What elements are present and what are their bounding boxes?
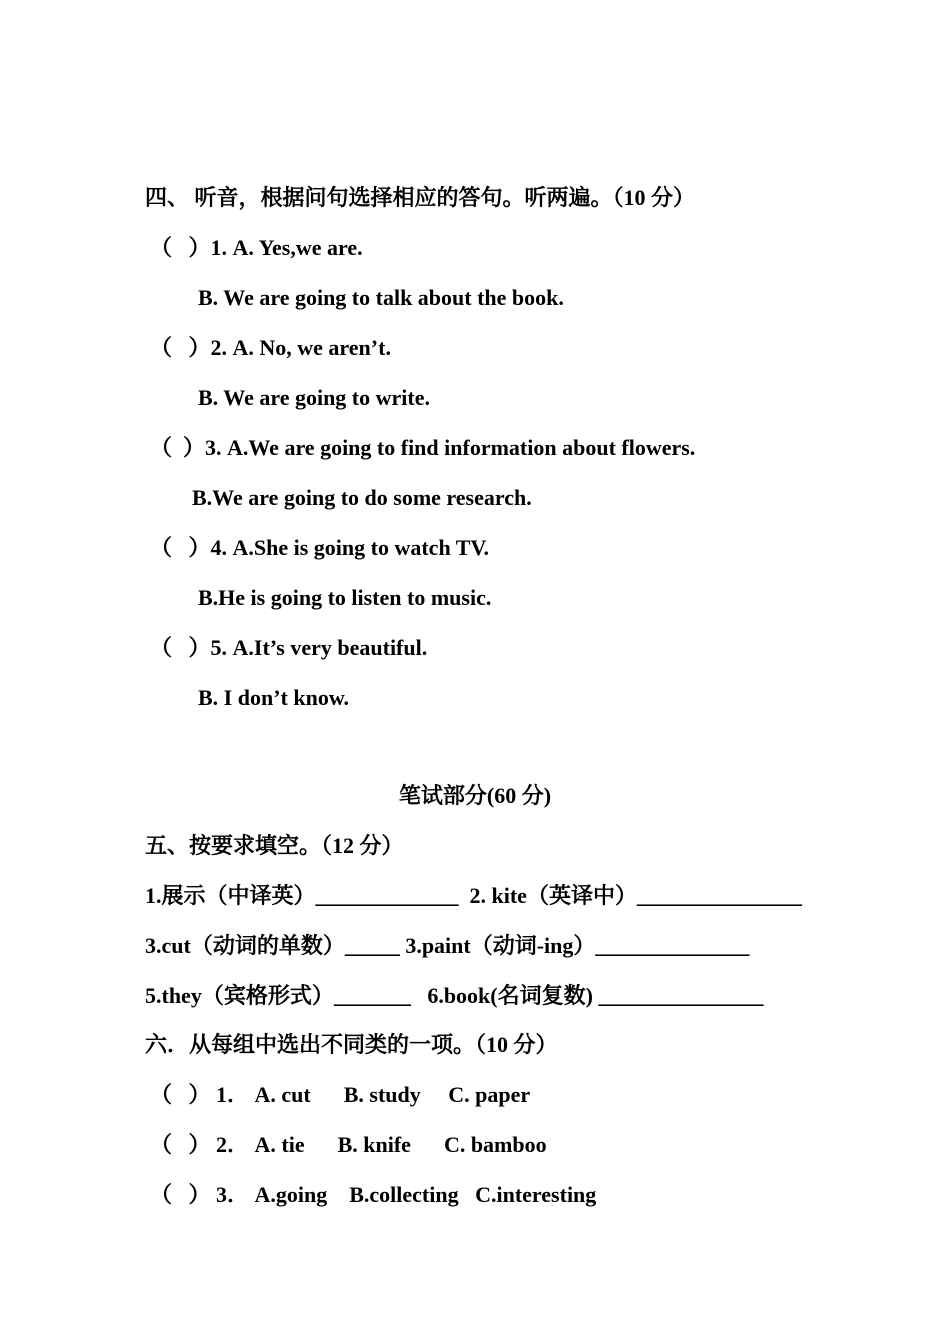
section4-heading: 四、 听音，根据问句选择相应的答句。听两遍。（10 分）	[145, 185, 696, 210]
question-2-option-a: （ ）2. A. No, we aren’t.	[150, 335, 391, 360]
question-4-option-a: （ ）4. A.She is going to watch TV.	[150, 535, 490, 560]
section6-item-1: （ ） 1． A. cut B. study C. paper	[150, 1082, 531, 1107]
question-5-option-b: B. I don’t know.	[198, 685, 350, 710]
section6-item-2: （ ） 2． A. tie B. knife C. bamboo	[150, 1132, 547, 1157]
section6-item-3: （ ） 3． A.going B.collecting C.interesting	[150, 1182, 597, 1207]
question-4-option-b: B.He is going to listen to music.	[198, 585, 492, 610]
written-part-title: 笔试部分(60 分)	[398, 783, 552, 808]
section5-heading: 五、按要求填空。（12 分）	[145, 833, 404, 858]
question-1-option-a: （ ）1. A. Yes,we are.	[150, 235, 363, 260]
question-5-option-a: （ ）5. A.It’s very beautiful.	[150, 635, 428, 660]
section5-row-1: 1.展示（中译英）_____________ 2. kite（英译中）_______________	[145, 883, 802, 908]
question-2-option-b: B. We are going to write.	[198, 385, 430, 410]
section5-row-2: 3.cut（动词的单数）_____ 3.paint（动词-ing）______________	[145, 933, 750, 958]
question-1-option-b: B. We are going to talk about the book.	[198, 285, 564, 310]
question-3-option-b: B.We are going to do some research.	[192, 485, 532, 510]
section6-heading: 六．从每组中选出不同类的一项。（10 分）	[145, 1032, 558, 1057]
question-3-option-a: （ ）3. A.We are going to find information about flowers.	[150, 435, 696, 460]
section5-row-3: 5.they（宾格形式）_______ 6.book(名词复数) _______________	[145, 983, 764, 1008]
